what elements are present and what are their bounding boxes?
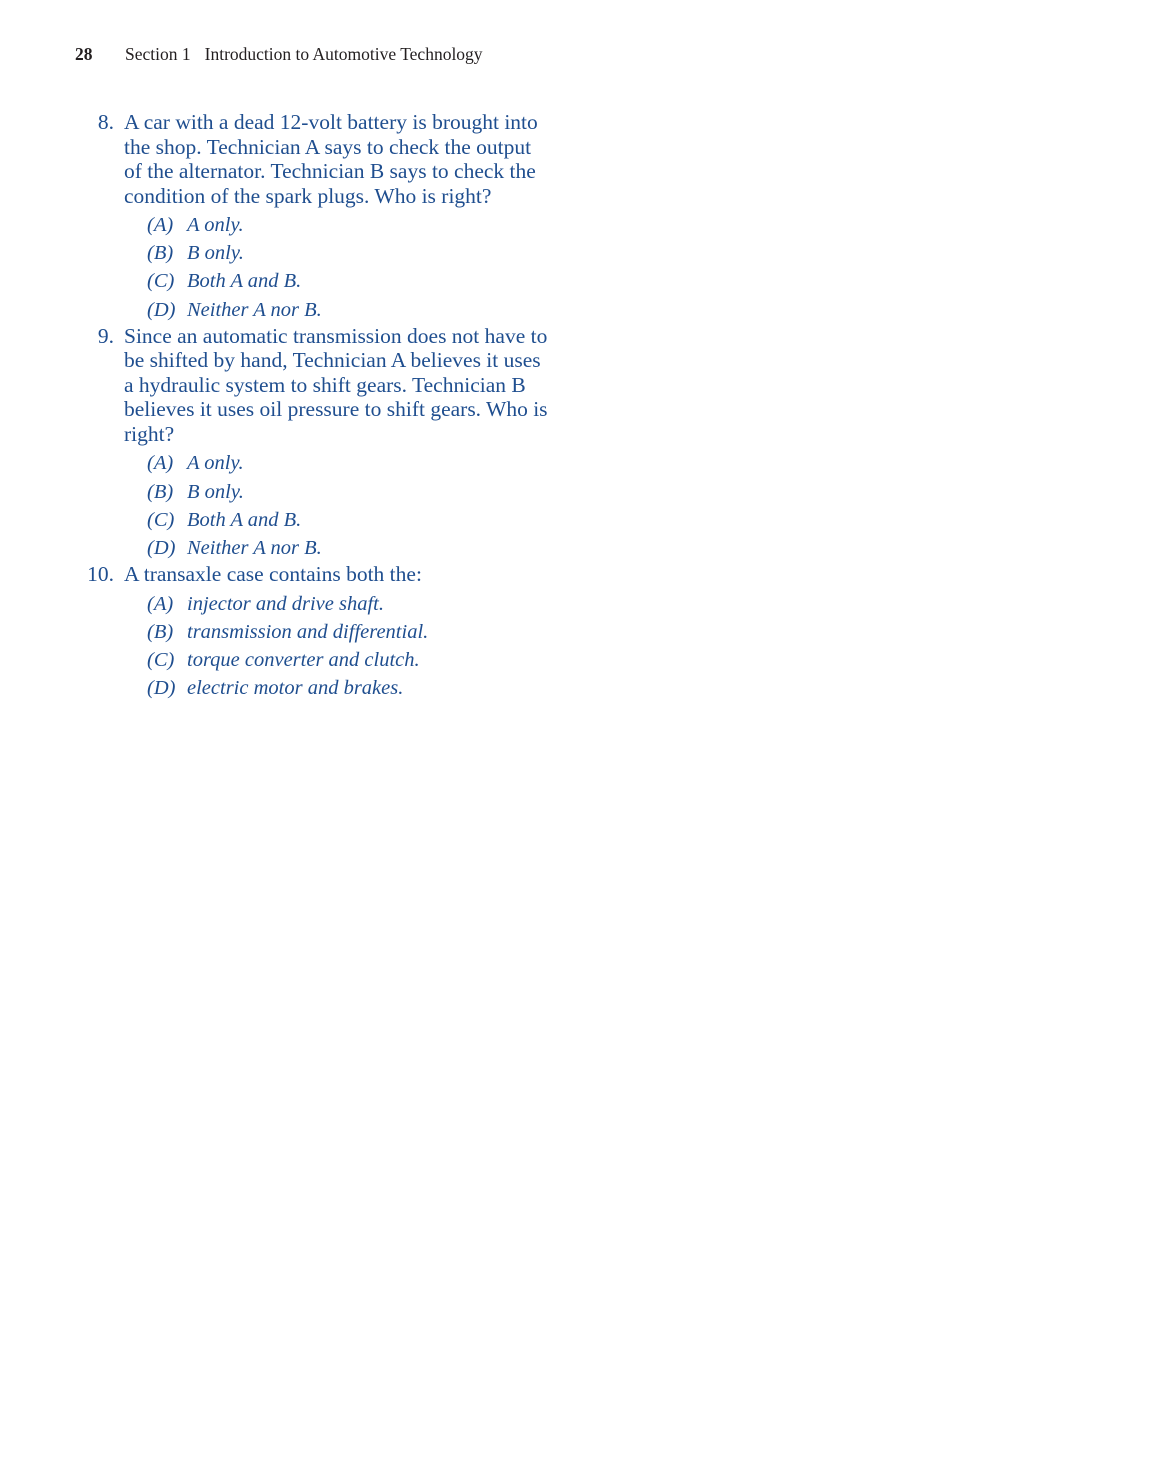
section-label: Section 1 — [125, 44, 191, 64]
choice-letter: (A) — [147, 214, 174, 236]
choice-c — [147, 646, 550, 674]
question-list — [80, 110, 550, 702]
question-number: 10. — [87, 562, 114, 587]
choice-text: Both A and B. — [187, 508, 302, 531]
choice-letter: (C) — [147, 649, 175, 672]
answer-choices — [124, 449, 550, 562]
question-8 — [80, 110, 550, 324]
choice-text: A only. — [187, 214, 244, 236]
question-text: A car with a dead 12-volt battery is brought into the shop. Technician A says to check the output of the alternator. Technician B says to check the condition of the spark plugs. Who is right? — [124, 110, 538, 208]
choice-text: B only. — [187, 480, 244, 503]
choice-b — [147, 239, 550, 267]
question-10 — [80, 562, 550, 702]
choice-letter: (D) — [147, 536, 176, 559]
choice-a — [147, 211, 550, 239]
choice-letter: (C) — [147, 508, 175, 531]
choice-d — [147, 674, 550, 702]
question-text: A transaxle case contains both the: — [124, 562, 422, 587]
running-header — [75, 44, 483, 65]
page-number: 28 — [75, 44, 93, 64]
choice-text: transmission and differential. — [187, 620, 429, 643]
choice-letter: (B) — [147, 242, 174, 265]
choice-b — [147, 478, 550, 506]
choice-c — [147, 267, 550, 295]
chapter-title: Introduction to Automotive Technology — [204, 44, 483, 64]
choice-text: Both A and B. — [187, 270, 302, 293]
choice-text: Neither A nor B. — [187, 298, 322, 321]
choice-text: torque converter and clutch. — [187, 649, 420, 672]
choice-text: A only. — [187, 452, 244, 475]
choice-a — [147, 449, 550, 477]
choice-text: B only. — [187, 242, 244, 265]
choice-letter: (C) — [147, 270, 175, 293]
choice-text: electric motor and brakes. — [187, 677, 404, 700]
answer-choices — [124, 211, 550, 324]
choice-letter: (B) — [147, 620, 174, 643]
choice-d — [147, 296, 550, 324]
question-number: 8. — [97, 110, 114, 134]
choice-b — [147, 618, 550, 646]
question-text: Since an automatic transmission does not have to be shifted by hand, Technician A believes it uses a hydraulic system to shift gears. Technician B believes it uses oil pressure to shift gears. Who is right? — [124, 323, 548, 446]
choice-c — [147, 506, 550, 534]
choice-letter: (A) — [147, 592, 174, 615]
choice-letter: (D) — [147, 677, 176, 700]
choice-text: injector and drive shaft. — [187, 592, 385, 615]
choice-a — [147, 590, 550, 618]
question-9 — [80, 324, 550, 562]
choice-letter: (B) — [147, 480, 174, 503]
question-number: 9. — [97, 323, 114, 348]
choice-letter: (D) — [147, 298, 176, 321]
choice-letter: (A) — [147, 452, 174, 475]
choice-d — [147, 534, 550, 562]
answer-choices — [124, 590, 550, 703]
choice-text: Neither A nor B. — [187, 536, 322, 559]
